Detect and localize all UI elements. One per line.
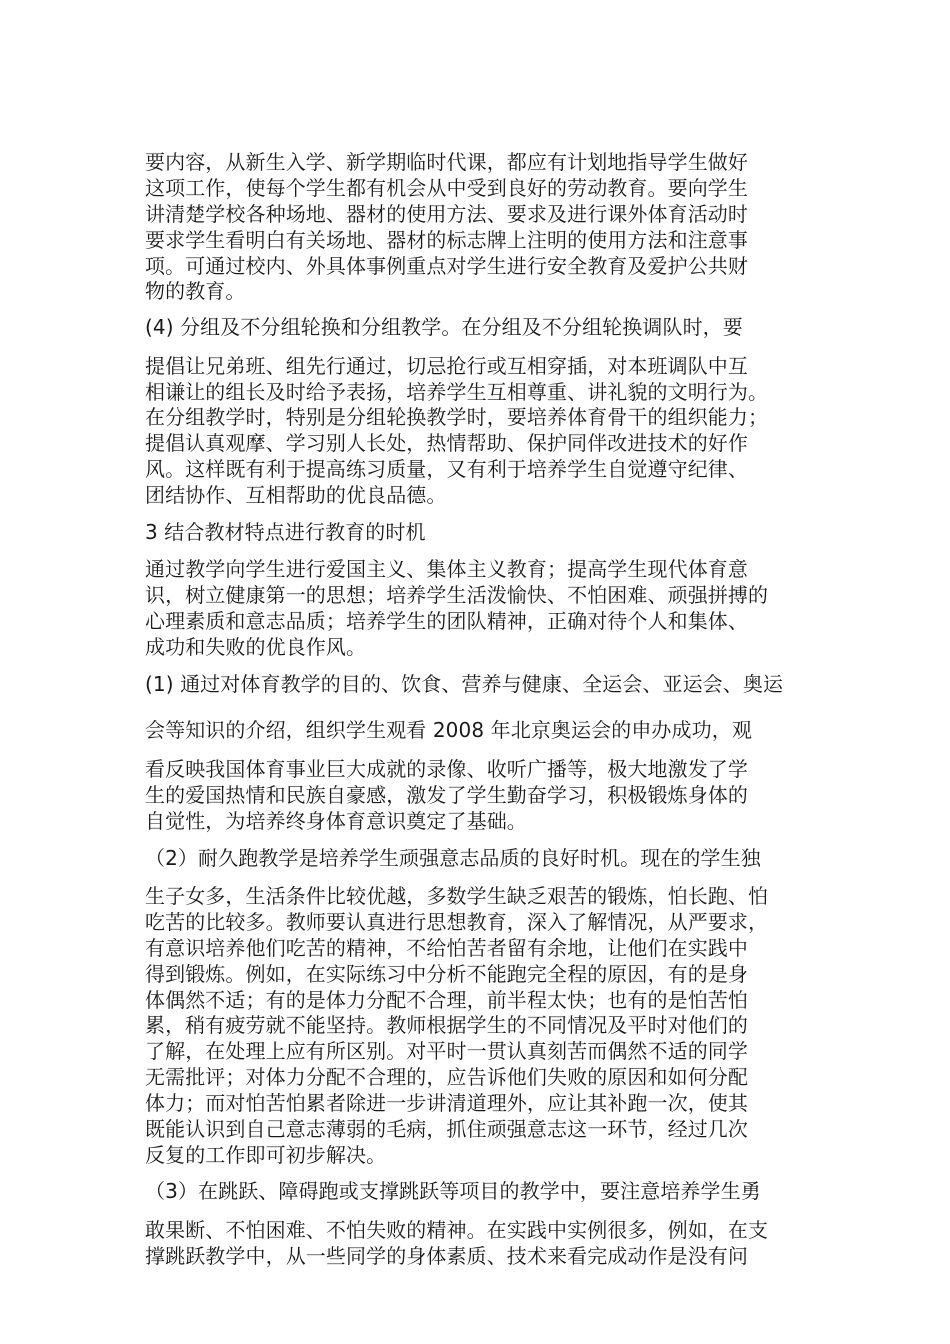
text-line: 物的教育。 [145, 279, 246, 303]
text-line: 项。可通过校内、外具体事例重点对学生进行安全教育及爱护公共财 [145, 254, 748, 278]
text-line: 讲清楚学校各种场地、器材的使用方法、要求及进行课外体育活动时 [145, 202, 748, 226]
text-line: 提倡认真观摩、学习别人长处，热情帮助、保护同伴改进技术的好作 [145, 431, 748, 455]
text-line: 累，稍有疲劳就不能坚持。教师根据学生的不同情况及平时对他们的 [145, 1013, 748, 1037]
text-line: 会等知识的介绍，组织学生观看 2008 年北京奥运会的申办成功，观 [145, 718, 752, 742]
text-line: 体偶然不适；有的是体力分配不合理，前半程太快；也有的是怕苦怕 [145, 988, 748, 1012]
text-line: 要内容，从新生入学、新学期临时代课，都应有计划地指导学生做好 [145, 150, 748, 174]
text-line: 识，树立健康第一的思想；培养学生活泼愉快、不怕困难、顽强拼搏的 [145, 583, 769, 607]
text-line: 得到锻炼。例如，在实际练习中分析不能跑完全程的原因，有的是身 [145, 962, 748, 986]
text-line: 生子女多，生活条件比较优越，多数学生缺乏艰苦的锻炼，怕长跑、怕 [145, 884, 769, 908]
text-line: 既能认识到自己意志薄弱的毛病，抓住顽强意志这一环节，经过几次 [145, 1117, 748, 1141]
text-line: 有意识培养他们吃苦的精神，不给怕苦者留有余地，让他们在实践中 [145, 936, 748, 960]
text-line: 自觉性，为培养终身体育意识奠定了基础。 [145, 809, 527, 833]
section-heading: 3 结合教材特点进行教育的时机 [145, 520, 426, 544]
text-line: 相谦让的组长及时给予表扬，培养学生互相尊重、讲礼貌的文明行为。 [145, 380, 769, 404]
text-line: 风。这样既有利于提高练习质量，又有利于培养学生自觉遵守纪律、 [145, 457, 748, 481]
text-line: 团结协作、互相帮助的优良品德。 [145, 483, 447, 507]
text-line: 吃苦的比较多。教师要认真进行思想教育，深入了解情况，从严要求， [145, 910, 769, 934]
text-line: 这项工作，使每个学生都有机会从中受到良好的劳动教育。要向学生 [145, 176, 748, 200]
text-line: 提倡让兄弟班、组先行通过，切忌抢行或互相穿插，对本班调队中互 [145, 354, 748, 378]
text-line: 敢果断、不怕困难、不怕失败的精神。在实践中实例很多，例如，在支 [145, 1218, 769, 1242]
text-line: 了解，在处理上应有所区别。对平时一贯认真刻苦而偶然不适的同学 [145, 1039, 748, 1063]
text-line: 看反映我国体育事业巨大成就的录像、收听广播等，极大地激发了学 [145, 757, 748, 781]
text-line: （2）耐久跑教学是培养学生顽强意志品质的良好时机。现在的学生独 [145, 846, 761, 870]
text-line: 无需批评；对体力分配不合理的，应告诉他们失败的原因和如何分配 [145, 1065, 748, 1089]
text-line: (1) 通过对体育教学的目的、饮食、营养与健康、全运会、亚运会、奥运 [145, 672, 784, 696]
text-line: (4) 分组及不分组轮换和分组教学。在分组及不分组轮换调队时，要 [145, 315, 743, 339]
text-line: 反复的工作即可初步解决。 [145, 1143, 387, 1167]
text-line: 在分组教学时，特别是分组轮换教学时，要培养体育骨干的组织能力； [145, 405, 769, 429]
text-line: （3）在跳跃、障碍跑或支撑跳跃等项目的教学中，要注意培养学生勇 [145, 1179, 761, 1203]
text-line: 撑跳跃教学中，从一些同学的身体素质、技术来看完成动作是没有问 [145, 1244, 748, 1268]
text-line: 体力；而对怕苦怕累者除进一步讲清道理外，应让其补跑一次，使其 [145, 1091, 748, 1115]
text-line: 通过教学向学生进行爱国主义、集体主义教育；提高学生现代体育意 [145, 557, 748, 581]
text-line: 生的爱国热情和民族自豪感，激发了学生勤奋学习，积极锻炼身体的 [145, 783, 748, 807]
text-line: 要求学生看明白有关场地、器材的标志牌上注明的使用方法和注意事 [145, 228, 748, 252]
text-line: 心理素质和意志品质；培养学生的团队精神，正确对待个人和集体、 [145, 609, 748, 633]
text-line: 成功和失败的优良作风。 [145, 635, 367, 659]
